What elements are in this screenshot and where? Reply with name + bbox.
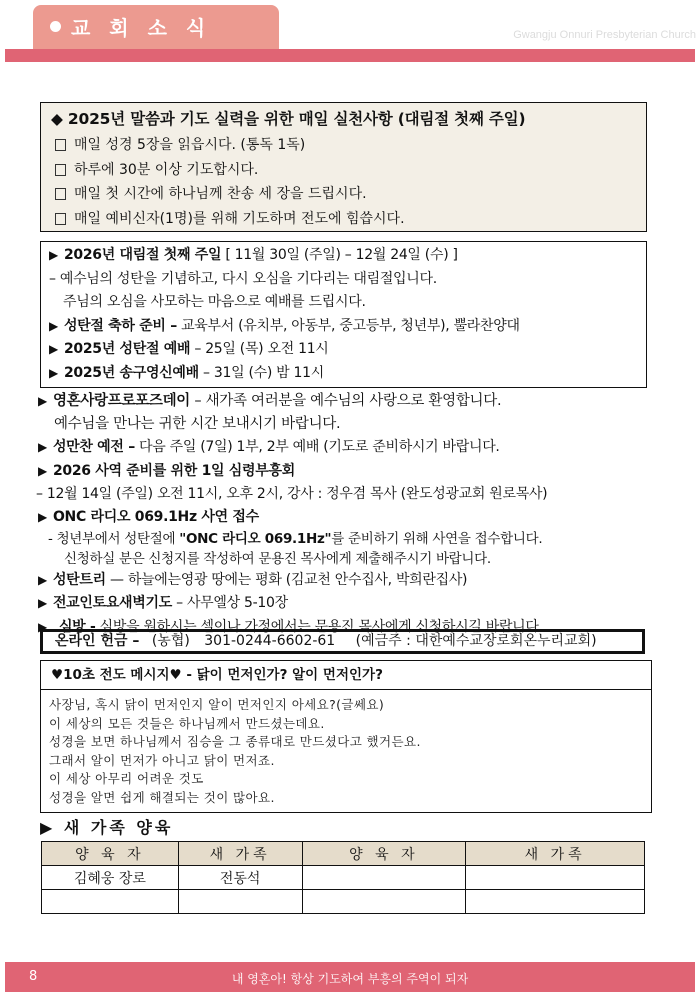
triangle-bullet-icon: ▶ [49,342,58,356]
table-cell [302,866,466,890]
advent-dates: [ 11월 30일 (주일) – 12월 24일 (수) ] [221,247,458,263]
message-line: 이 세상 아무리 어려운 것도 [49,771,204,786]
practice-item-text: 하루에 30분 이상 기도합시다. [74,161,259,178]
table-cell: 전동석 [178,866,302,890]
practice-item [51,207,636,232]
evangelism-title: ♥10초 전도 메시지♥ - 닭이 먼저인가? 알이 먼저인가? [41,661,651,690]
visitation-label: 심방 - [58,618,96,635]
online-offering-box [40,629,645,654]
table-cell [178,890,302,914]
dawn-prayer [38,592,663,615]
communion-detail: 다음 주일 (7일) 1부, 2부 예배 (기도로 준비하시기 바랍니다. [134,439,500,456]
checkbox-icon[interactable] [55,188,66,200]
revival-label: 2026 사역 준비를 위한 1일 심령부흥회 [52,462,295,479]
message-line: 성경을 보면 하나님께서 짐승을 그 종류대로 만드셨다고 했거든요. [49,734,421,749]
checkbox-icon[interactable] [55,139,66,151]
practice-item-text: 매일 성경 5장을 읽읍시다. (통독 1독) [74,137,306,153]
page-number: 8 [29,969,38,984]
practice-item-text: 매일 예비신자(1명)를 위해 기도하며 전도에 힘씁시다. [74,210,405,227]
triangle-bullet-icon: ▶ [49,318,58,333]
revival-meeting [38,460,663,483]
new-year-eve-service [49,362,638,386]
section-title-text: 교 회 소 식 [71,16,212,40]
offering-bank: (농협) [151,633,190,649]
triangle-bullet-icon: ▶ [38,463,47,478]
offering-holder: (예금주 : 대한예수교장로회온누리교회) [355,633,597,649]
table-cell [42,890,179,914]
daily-practice-box [40,102,647,232]
christmas-tree-label: 성탄트리 [52,572,106,589]
radio-line-1-a: - 청년부에서 성탄절에 [48,531,180,548]
radio-line-1-c: 를 준비하기 위해 사연을 접수합니다. [331,531,543,548]
practice-title: ◆ 2025년 말씀과 기도 실력을 위한 매일 실천사항 (대림절 첫째 주일) [51,110,526,128]
offering-account: 301-0244-6602-61 [204,633,336,649]
triangle-bullet-icon: ▶ [49,365,58,380]
table-row [42,890,645,914]
evangelism-message-box [40,660,652,813]
proposal-day-label: 영혼사랑프로포즈데이 [52,393,191,409]
triangle-bullet-icon: ▶ [38,619,47,634]
radio-line-1 [38,529,663,549]
triangle-bullet-icon: ▶ [38,394,47,408]
communion-label: 성만찬 예전 – [52,439,135,456]
message-line: 성경을 알면 쉽게 해결되는 것이 많아요. [49,789,275,805]
practice-item [51,133,636,158]
christmas-tree [38,569,663,592]
nye-service-time: – 31일 (수) 밤 11시 [198,364,324,381]
new-family-table [41,841,645,914]
section-title [50,12,211,41]
bullet-dot-icon [50,21,61,32]
header-bar [5,49,695,62]
table-header-row [42,842,645,866]
advent-heading [49,244,638,268]
proposal-day [38,390,663,413]
christmas-service-label: 2025년 성탄절 예배 [63,341,191,357]
christmas-service [49,338,638,362]
proposal-day-detail: – 새가족 여러분을 예수님의 사랑으로 환영합니다. [190,393,502,409]
checkbox-icon[interactable] [55,164,66,176]
dawn-prayer-label: 전교인토요새벽기도 [52,595,172,612]
triangle-bullet-icon: ▶ [38,596,47,611]
advent-desc-2: 주님의 오심을 사모하는 마음으로 예배를 드립시다. [63,294,366,310]
triangle-bullet-icon: ▶ [38,440,47,455]
nye-service-label: 2025년 송구영신예배 [63,364,199,381]
advent-box [40,241,647,388]
radio-label: ONC 라디오 069.1Hz 사연 접수 [52,508,259,525]
practice-item-text: 매일 첫 시간에 하나님께 찬송 세 장을 드립시다. [74,186,367,202]
header-mentor: 양 육 자 [302,842,466,866]
proposal-day-line2: 예수님을 만나는 귀한 시간 보내시기 바랍니다. [54,416,341,433]
message-line: 이 세상의 모든 것들은 하나님께서 만드셨는데요. [49,715,325,731]
offering-label: 온라인 헌금 – [55,633,140,649]
footer-motto: 내 영혼아! 항상 기도하여 부흥의 주역이 되자 [231,972,469,986]
evangelism-body [41,690,651,813]
christmas-service-time: – 25일 (목) 오전 11시 [190,341,329,357]
header-mentor: 양 육 자 [42,842,179,866]
advent-desc-1: – 예수님의 성탄을 기념하고, 다시 오심을 기다리는 대림절입니다. [49,270,437,287]
triangle-bullet-icon: ▶ [38,509,47,524]
advent-heading-bold: 2026년 대림절 첫째 주일 [63,247,222,263]
table-cell: 김혜웅 장로 [42,866,179,890]
church-name: Gwangju Onnuri Presbyterian Church [513,29,696,41]
christmas-tree-detail: — 하늘에는영광 땅에는 평화 (김교천 안수집사, 박희란집사) [105,572,468,589]
table-cell [466,890,645,914]
triangle-bullet-icon: ▶ [38,573,47,588]
message-line: 그래서 알이 먼저가 아니고 닭이 먼저죠. [49,752,275,768]
news-list [38,390,663,639]
radio-heading [38,506,663,529]
table-cell [302,890,466,914]
table-cell [466,866,645,890]
christmas-prep [49,315,638,339]
table-row [42,866,645,890]
radio-name: "ONC 라디오 069.1Hz" [179,531,332,548]
triangle-bullet-icon: ▶ [49,248,58,262]
footer-bar [5,962,695,992]
header-new-family: 새 가족 [178,842,302,866]
revival-detail: – 12월 14일 (주일) 오전 11시, 오후 2시, 강사 : 정우겸 목사 (완도성광교회 원로목사) [36,485,548,502]
practice-item [51,158,636,183]
new-family-title: ▶ 새 가족 양육 [40,818,174,837]
christmas-prep-label: 성탄절 축하 준비 – [63,317,177,334]
header-new-family: 새 가족 [466,842,645,866]
checkbox-icon[interactable] [55,213,66,225]
dawn-prayer-detail: – 사무엘상 5-10장 [171,595,288,612]
visitation-detail: 심방을 원하시는 셀이나 가정에서는 문용진 목사에게 신청하시길 바랍니다. [95,618,543,635]
christmas-prep-detail: 교육부서 (유치부, 아동부, 중고등부, 청년부), 뿔라찬양대 [176,317,520,334]
message-line: 사장님, 혹시 닭이 먼저인지 알이 먼저인지 아세요?(글쎄요) [49,697,385,712]
practice-item [51,182,636,207]
radio-line-2: 신청하실 분은 신청지를 작성하여 문용진 목사에게 제출해주시기 바랍니다. [64,551,491,568]
communion [38,436,663,459]
